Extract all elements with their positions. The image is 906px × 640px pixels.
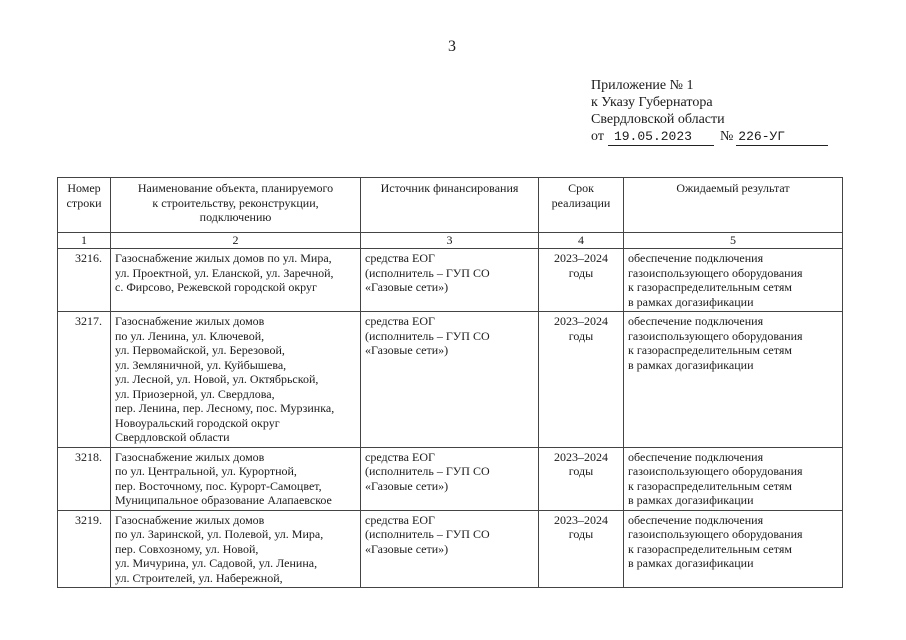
table-row bbox=[58, 312, 843, 448]
page-number: 3 bbox=[448, 38, 456, 55]
column-number: 1 bbox=[58, 233, 111, 249]
financing-source: средства ЕОГ (исполнитель – ГУП СО «Газовые сети») bbox=[361, 312, 539, 448]
row-number: 3216. bbox=[58, 249, 111, 312]
expected-result: обеспечение подключения газоиспользующего оборудования к газораспределительным сетям в рамках догазификации bbox=[624, 447, 843, 510]
implementation-term: 2023–2024 годы bbox=[539, 249, 624, 312]
objects-table bbox=[57, 177, 843, 588]
column-number: 2 bbox=[111, 233, 361, 249]
header-row-number: Номер строки bbox=[58, 178, 111, 233]
header-term: Срок реализации bbox=[539, 178, 624, 233]
header-object-name: Наименование объекта, планируемого к строительству, реконструкции, подключению bbox=[111, 178, 361, 233]
expected-result: обеспечение подключения газоиспользующего оборудования к газораспределительным сетям в рамках догазификации bbox=[624, 249, 843, 312]
row-number: 3218. bbox=[58, 447, 111, 510]
object-name: Газоснабжение жилых домов по ул. Заринской, ул. Полевой, ул. Мира, пер. Совхозному, ул. Новой, ул. Мичурина, ул. Садовой, ул. Ленина, ул. Строителей, ул. Набережной, bbox=[111, 510, 361, 588]
row-number: 3219. bbox=[58, 510, 111, 588]
header-expected-result: Ожидаемый результат bbox=[624, 178, 843, 233]
object-name: Газоснабжение жилых домов по ул. Центральной, ул. Курортной, пер. Восточному, пос. Курорт-Самоцвет, Муниципальное образование Алапаевское bbox=[111, 447, 361, 510]
object-name: Газоснабжение жилых домов по ул. Мира, ул. Проектной, ул. Еланской, ул. Заречной, с. Фирсово, Режевской городской округ bbox=[111, 249, 361, 312]
appendix-header bbox=[591, 77, 828, 146]
implementation-term: 2023–2024 годы bbox=[539, 510, 624, 588]
appendix-date-number-line bbox=[591, 128, 828, 146]
table-row bbox=[58, 510, 843, 588]
table-row bbox=[58, 447, 843, 510]
number-label: № bbox=[719, 129, 734, 144]
object-name: Газоснабжение жилых домов по ул. Ленина, ул. Ключевой, ул. Первомайской, ул. Березовой, ул. Земляничной, ул. Куйбышева, ул. Лесной, ул. Новой, ул. Октябрьской, ул. Приозерной, ул. Свердлова, пер. Ленина, пер. Лесному, пос. Мурзинка, Новоуральский городской округ Свердловской области bbox=[111, 312, 361, 448]
column-number: 4 bbox=[539, 233, 624, 249]
appendix-region-line: Свердловской области bbox=[591, 112, 725, 127]
implementation-term: 2023–2024 годы bbox=[539, 447, 624, 510]
header-financing-source: Источник финансирования bbox=[361, 178, 539, 233]
financing-source: средства ЕОГ (исполнитель – ГУП СО «Газовые сети») bbox=[361, 510, 539, 588]
implementation-term: 2023–2024 годы bbox=[539, 312, 624, 448]
expected-result: обеспечение подключения газоиспользующего оборудования к газораспределительным сетям в рамках догазификации bbox=[624, 510, 843, 588]
financing-source: средства ЕОГ (исполнитель – ГУП СО «Газовые сети») bbox=[361, 249, 539, 312]
appendix-decree-line: к Указу Губернатора bbox=[591, 95, 713, 110]
table-row bbox=[58, 249, 843, 312]
column-number: 5 bbox=[624, 233, 843, 249]
column-number: 3 bbox=[361, 233, 539, 249]
date-prefix: от bbox=[591, 129, 604, 144]
decree-number: 226-УГ bbox=[736, 128, 828, 146]
row-number: 3217. bbox=[58, 312, 111, 448]
column-number-row bbox=[58, 233, 843, 249]
decree-date: 19.05.2023 bbox=[608, 128, 714, 146]
financing-source: средства ЕОГ (исполнитель – ГУП СО «Газовые сети») bbox=[361, 447, 539, 510]
table-header-row bbox=[58, 178, 843, 233]
appendix-title: Приложение № 1 bbox=[591, 78, 694, 93]
expected-result: обеспечение подключения газоиспользующего оборудования к газораспределительным сетям в рамках догазификации bbox=[624, 312, 843, 448]
